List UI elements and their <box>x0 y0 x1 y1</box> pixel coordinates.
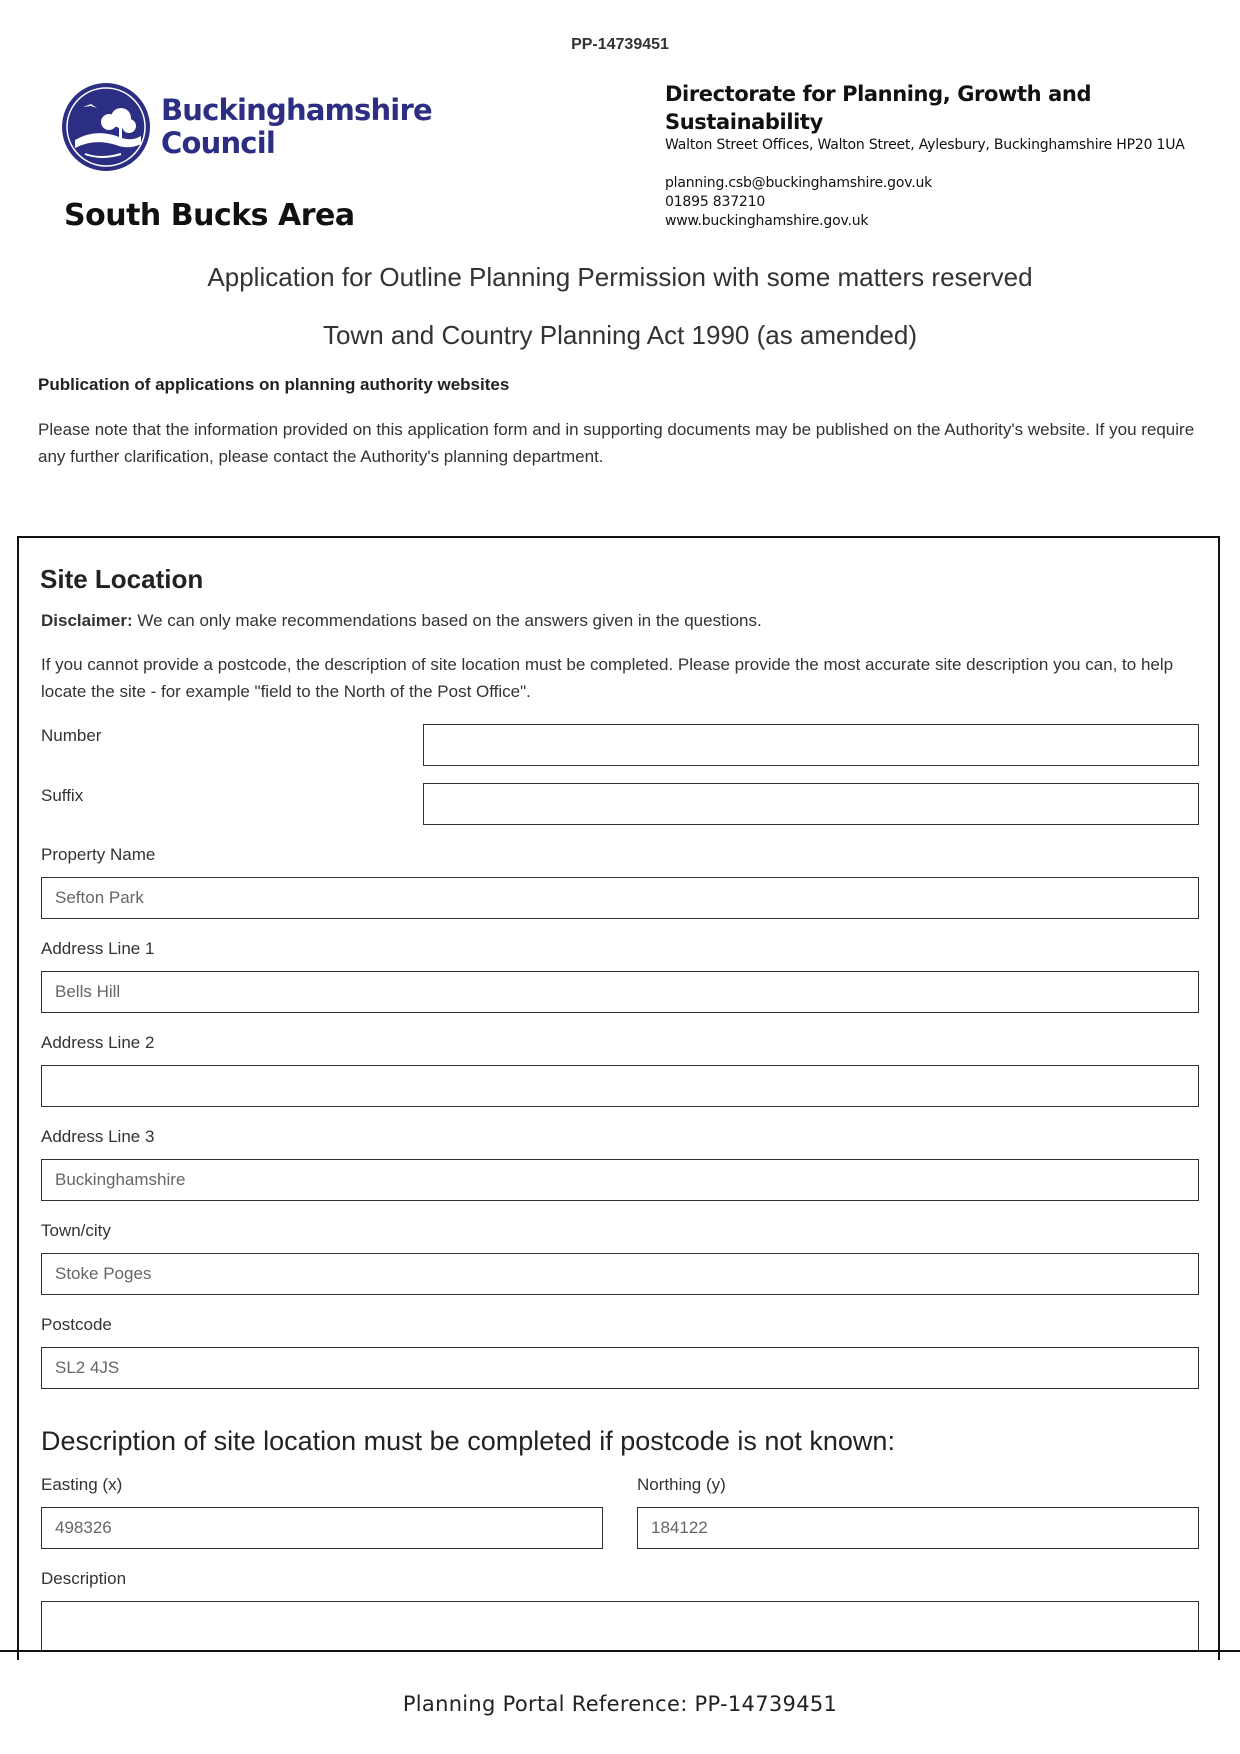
publication-text: Please note that the information provided on this application form and in supporting documents may be published on the Authority's website. If you require any further clarification, please contact the Authority's planning department. <box>38 420 1195 466</box>
directorate-website: www.buckinghamshire.gov.uk <box>665 213 869 229</box>
description-label: Description <box>41 1569 127 1588</box>
area-title: South Bucks Area <box>64 198 355 233</box>
suffix-label: Suffix <box>41 786 84 805</box>
location-instructions: If you cannot provide a postcode, the description of site location must be completed. Please provide the most accurate site description you can, to help locate the site - for example "field to the North of the Post Office". <box>41 655 1174 701</box>
town-city-label: Town/city <box>41 1221 111 1240</box>
easting-field[interactable]: 498326 <box>41 1507 603 1549</box>
council-logo <box>61 82 432 176</box>
address-line-1-field[interactable]: Bells Hill <box>41 971 1199 1013</box>
directorate-email: planning.csb@buckinghamshire.gov.uk <box>665 175 933 191</box>
address-line-3-label: Address Line 3 <box>41 1127 155 1146</box>
form-title: Application for Outline Planning Permission with some matters reserved <box>207 262 1033 292</box>
description-field[interactable] <box>41 1601 1199 1650</box>
section-title: Site Location <box>40 564 204 594</box>
directorate-phone: 01895 837210 <box>665 194 766 210</box>
publication-heading: Publication of applications on planning authority websites <box>38 375 510 394</box>
council-emblem-icon <box>61 82 151 172</box>
page-divider <box>0 1650 1240 1652</box>
number-field[interactable] <box>423 724 1199 766</box>
postcode-field[interactable]: SL2 4JS <box>41 1347 1199 1389</box>
suffix-field[interactable] <box>423 783 1199 825</box>
address-line-2-field[interactable] <box>41 1065 1199 1107</box>
property-name-field[interactable]: Sefton Park <box>41 877 1199 919</box>
description-heading: Description of site location must be completed if postcode is not known: <box>41 1426 895 1456</box>
address-line-2-label: Address Line 2 <box>41 1033 155 1052</box>
number-label: Number <box>41 726 102 745</box>
directorate-contact <box>665 80 1240 231</box>
postcode-label: Postcode <box>41 1315 112 1334</box>
northing-field[interactable]: 184122 <box>637 1507 1199 1549</box>
council-logo-text <box>161 94 432 160</box>
disclaimer-label: Disclaimer: <box>41 611 133 630</box>
address-line-3-field[interactable]: Buckinghamshire <box>41 1159 1199 1201</box>
disclaimer-text: We can only make recommendations based on the answers given in the questions. <box>132 611 762 630</box>
application-reference: PP-14739451 <box>571 36 669 53</box>
logo-text-line1: Buckinghamshire <box>161 93 432 127</box>
footer-reference: Planning Portal Reference: PP-14739451 <box>402 1692 838 1716</box>
directorate-title: Directorate for Planning, Growth and Sustainability <box>665 82 1092 134</box>
disclaimer <box>41 607 1201 634</box>
address-line-1-label: Address Line 1 <box>41 939 155 958</box>
directorate-address: Walton Street Offices, Walton Street, Aylesbury, Buckinghamshire HP20 1UA <box>665 137 1185 153</box>
northing-label: Northing (y) <box>637 1475 726 1494</box>
form-act: Town and Country Planning Act 1990 (as amended) <box>322 320 918 350</box>
property-name-label: Property Name <box>41 845 156 864</box>
easting-label: Easting (x) <box>41 1475 123 1494</box>
logo-text-line2: Council <box>161 126 275 160</box>
town-city-field[interactable]: Stoke Poges <box>41 1253 1199 1295</box>
